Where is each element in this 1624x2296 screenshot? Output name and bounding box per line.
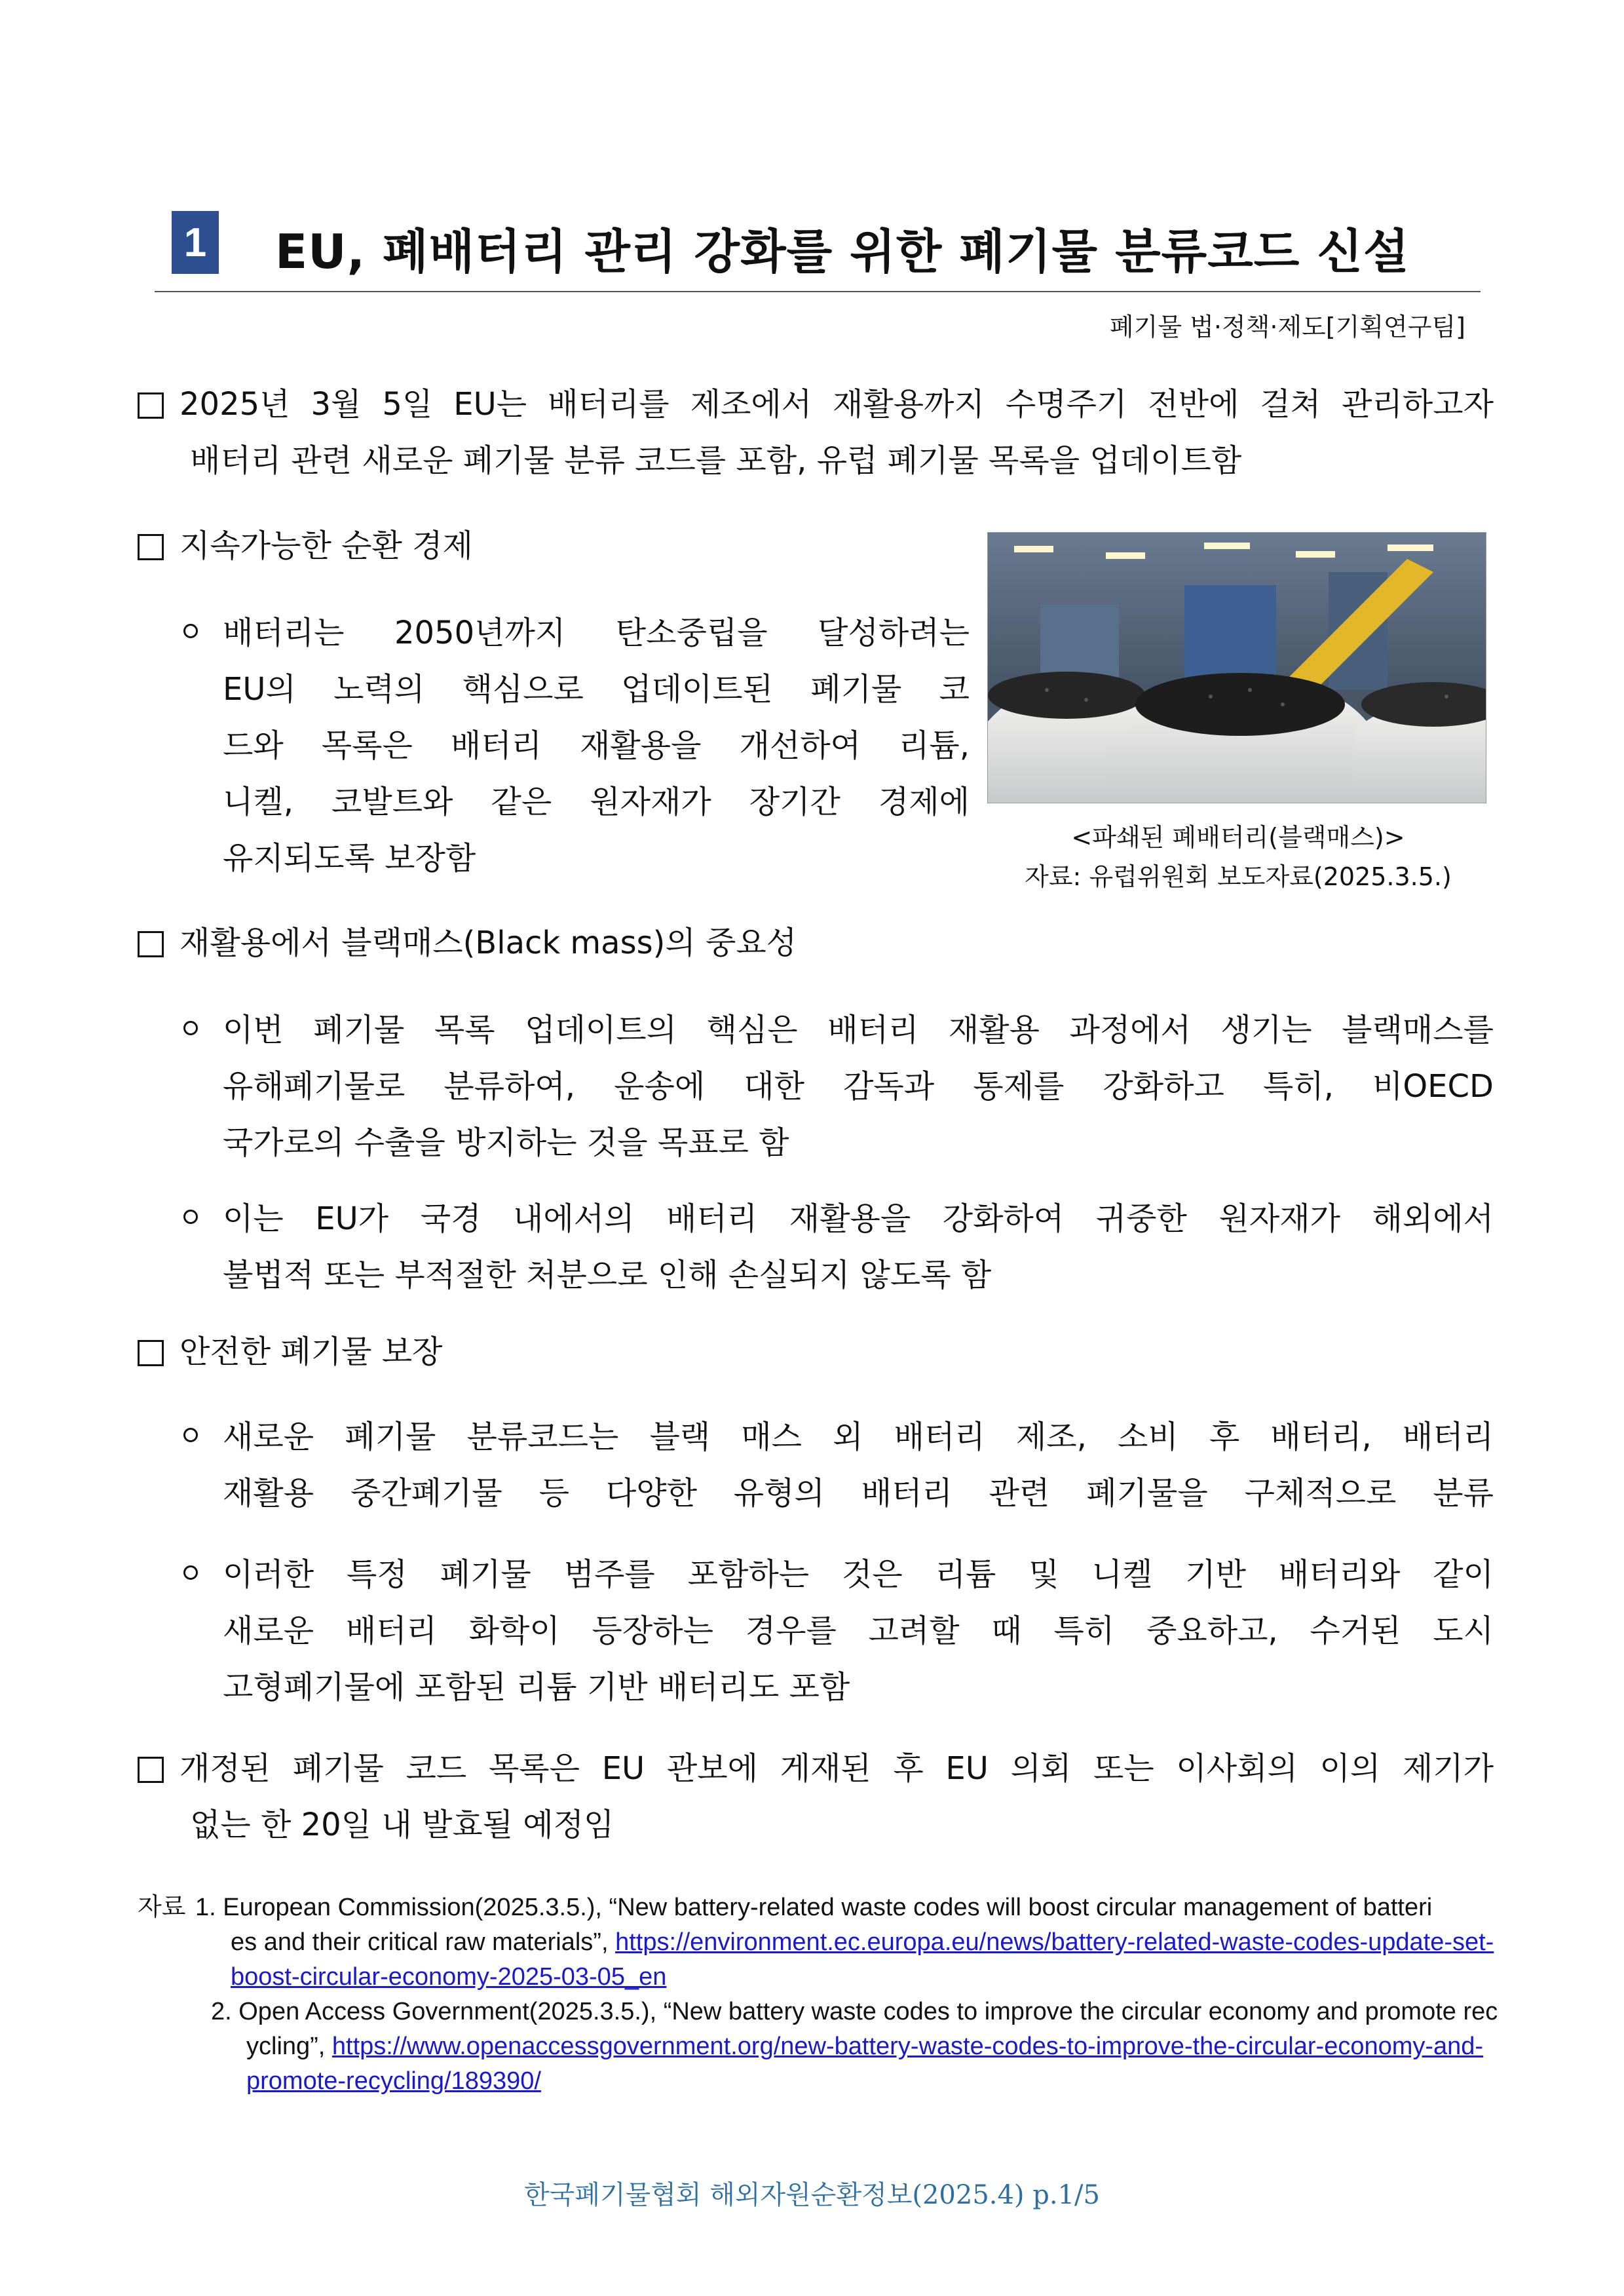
safe-bullet-1 — [183, 1409, 1494, 1521]
checkbox-square-icon — [138, 1340, 164, 1366]
source-2-link[interactable]: https://www.openaccessgovernment.org/new-battery-waste-codes-to-improve-the-circular-economy-and- — [331, 2033, 1484, 2060]
category-label: 폐기물 법·정책·제도[기획연구팀] — [1109, 313, 1465, 341]
blackmass-heading — [138, 915, 1494, 971]
photo-caption: <파쇄된 폐배터리(블랙매스)> — [1071, 823, 1405, 852]
blackmass-b1-line-2: 유해폐기물로 분류하여, 운송에 대한 감독과 통제를 강화하고 특히, 비OECD — [223, 1068, 1494, 1105]
checkbox-square-icon — [138, 534, 164, 560]
blackmass-b2-line-1: 이는 EU가 국경 내에서의 배터리 재활용을 강화하여 귀중한 원자재가 해외에서 — [223, 1200, 1494, 1237]
circular-line-4: 니켈, 코발트와 같은 원자재가 장기간 경제에 — [223, 784, 970, 820]
safe-heading — [138, 1324, 1494, 1380]
blackmass-heading-text: 재활용에서 블랙매스(Black mass)의 중요성 — [179, 925, 797, 961]
safe-b2-line-3: 고형폐기물에 포함된 리튬 기반 배터리도 포함 — [223, 1669, 850, 1706]
intro-line-2: 배터리 관련 새로운 폐기물 분류 코드를 포함, 유럽 폐기물 목록을 업데이트함 — [190, 442, 1242, 479]
circular-heading — [138, 518, 924, 574]
bullet-circle-icon — [183, 1565, 198, 1580]
checkbox-square-icon — [138, 931, 164, 957]
section-number-badge: 1 — [172, 211, 219, 274]
source-1-text: es and their critical raw materials”, — [231, 1928, 616, 1956]
bullet-circle-icon — [183, 1428, 198, 1442]
intro-line-1: 2025년 3월 5일 EU는 배터리를 제조에서 재활용까지 수명주기 전반에 걸쳐 관리하고자 — [179, 386, 1494, 423]
safe-b2-line-1: 이러한 특정 폐기물 범주를 포함하는 것은 리튬 및 니켈 기반 배터리와 같이 — [223, 1556, 1494, 1593]
safe-b1-line-2: 재활용 중간폐기물 등 다양한 유형의 배터리 관련 폐기물을 구체적으로 분류 — [223, 1475, 1494, 1512]
source-1-line-1: 1. European Commission(2025.3.5.), “New battery-related waste codes will boost circular management of batteri — [195, 1894, 1433, 1921]
blackmass-b2-line-2: 불법적 또는 부적절한 처분으로 인해 손실되지 않도록 함 — [223, 1257, 992, 1293]
checkbox-square-icon — [138, 1757, 164, 1783]
source-2-line-3 — [246, 2064, 541, 2099]
closing-paragraph — [138, 1740, 1494, 1853]
blackmass-b1-line-1: 이번 폐기물 목록 업데이트의 핵심은 배터리 재활용 과정에서 생기는 블랙매스를 — [223, 1012, 1494, 1048]
source-1-line-2 — [231, 1925, 1494, 1960]
closing-line-1: 개정된 폐기물 코드 목록은 EU 관보에 게재된 후 EU 의회 또는 이사회의 이의 제기가 — [179, 1750, 1494, 1787]
source-1-link-cont[interactable]: boost-circular-economy-2025-03-05_en — [231, 1963, 667, 1991]
source-2-line-2 — [246, 2029, 1483, 2064]
source-2-line-1: 2. Open Access Government(2025.3.5.), “New battery waste codes to improve the circular economy and promote rec — [211, 1998, 1498, 2025]
checkbox-square-icon — [138, 392, 164, 419]
bullet-circle-icon — [183, 624, 198, 638]
safe-heading-text: 안전한 폐기물 보장 — [179, 1333, 443, 1370]
photo-source: 자료: 유럽위원회 보도자료(2025.3.5.) — [1025, 862, 1452, 891]
page-footer: 한국폐기물협회 해외자원순환정보(2025.4) p.1/5 — [524, 2180, 1100, 2210]
closing-line-2: 없는 한 20일 내 발효될 예정임 — [190, 1807, 614, 1843]
black-mass-photo — [987, 532, 1486, 803]
page-title: EU, 폐배터리 관리 강화를 위한 폐기물 분류코드 신설 — [275, 224, 1410, 279]
circular-line-1: 배터리는 2050년까지 탄소중립을 달성하려는 — [223, 615, 970, 651]
circular-heading-text: 지속가능한 순환 경제 — [179, 527, 473, 564]
circular-line-5: 유지되도록 보장함 — [223, 840, 476, 877]
circular-bullet — [183, 605, 970, 887]
source-1-line-3 — [231, 1960, 666, 1995]
title-divider — [155, 291, 1481, 292]
bullet-circle-icon — [183, 1210, 198, 1224]
safe-b2-line-2: 새로운 배터리 화학이 등장하는 경우를 고려할 때 특히 중요하고, 수거된 도시 — [223, 1613, 1494, 1649]
blackmass-bullet-2 — [183, 1191, 1494, 1303]
blackmass-b1-line-3: 국가로의 수출을 방지하는 것을 목표로 함 — [223, 1124, 789, 1161]
circular-line-3: 드와 목록은 배터리 재활용을 개선하여 리튬, — [223, 727, 970, 764]
circular-line-2: EU의 노력의 핵심으로 업데이트된 폐기물 코 — [223, 671, 970, 708]
source-1-link[interactable]: https://environment.ec.europa.eu/news/battery-related-waste-codes-update-set- — [615, 1928, 1494, 1956]
blackmass-bullet-1 — [183, 1002, 1494, 1171]
sources-label: 자료 — [138, 1894, 186, 1921]
bullet-circle-icon — [183, 1021, 198, 1035]
source-2-link-cont[interactable]: promote-recycling/189390/ — [246, 2067, 541, 2095]
intro-paragraph — [138, 376, 1494, 489]
source-2-text: ycling”, — [246, 2033, 332, 2060]
safe-bullet-2 — [183, 1546, 1494, 1715]
safe-b1-line-1: 새로운 폐기물 분류코드는 블랙 매스 외 배터리 제조, 소비 후 배터리, 배터리 — [223, 1419, 1494, 1455]
